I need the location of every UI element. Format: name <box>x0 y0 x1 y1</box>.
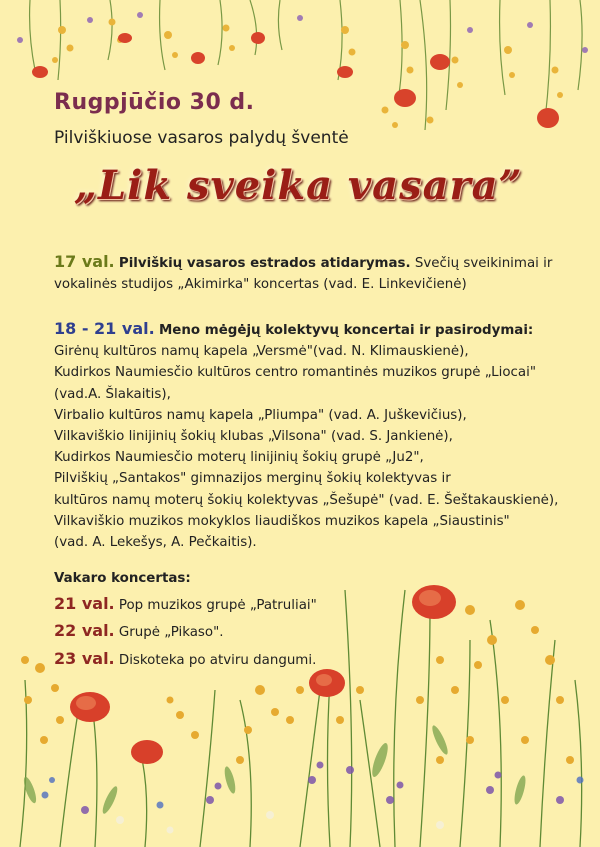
evening-text: Diskoteka po atviru dangumi. <box>114 652 317 668</box>
evening-concert <box>54 568 454 675</box>
performer-line: Kudirkos Naumiesčio moterų linijinių šokių grupė „Ju2", <box>54 450 424 466</box>
event-date: Rugpjūčio 30 d. <box>54 90 255 115</box>
festival-name: „Lik sveika vasara” <box>74 162 523 209</box>
block-17-text-2: vokalinės studijos „Akimirka" koncertas (vad. E. Linkevičienė) <box>54 277 467 293</box>
block-17-text-1: Svečių sveikinimai ir <box>410 256 553 271</box>
evening-hour: 22 val. <box>54 621 115 641</box>
event-subtitle: Pilviškiuose vasaros palydų šventė <box>54 128 349 148</box>
performer-line: Pilviškių „Santakos" gimnazijos merginų šokių kolektyvas ir <box>54 471 451 487</box>
evening-heading: Vakaro koncertas: <box>54 571 191 586</box>
evening-item <box>54 593 454 616</box>
performer-line: Vilkaviškio linijinių šokių klubas „Vilsona" (vad. S. Jankienė), <box>54 429 453 445</box>
performer-line: Kudirkos Naumiesčio kultūros centro romantinės muzikos grupė „Liocai" <box>54 365 536 381</box>
performer-line: Vilkaviškio muzikos mokyklos liaudiškos muzikos kapela „Siaustinis" <box>54 513 510 529</box>
hour-18-21: 18 - 21 val. <box>54 319 155 338</box>
performer-line: (vad. A. Lekešys, A. Pečkaitis). <box>54 535 257 551</box>
evening-item <box>54 648 454 671</box>
block-18 <box>54 318 584 553</box>
evening-text: Grupė „Pikaso". <box>114 625 224 641</box>
hour-17: 17 val. <box>54 252 115 271</box>
performer-line: Virbalio kultūros namų kapela „Pliumpa" (vad. A. Juškevičius), <box>54 407 467 423</box>
performer-line: Girėnų kultūros namų kapela „Versmė"(vad. N. Klimauskienė), <box>54 344 469 360</box>
evening-hour: 21 val. <box>54 594 115 614</box>
performer-line: kultūros namų moterų šokių kolektyvas „Šešupė" (vad. E. Šeštakauskienė), <box>54 492 559 508</box>
evening-text: Pop muzikos grupė „Patruliai" <box>114 598 317 614</box>
block-17-title: Pilviškių vasaros estrados atidarymas. <box>118 256 411 271</box>
block-18-title: Meno mėgėjų kolektyvų koncertai ir pasirodymai: <box>158 323 534 338</box>
evening-hour: 23 val. <box>54 648 115 668</box>
performer-line: (vad.A. Šlakaitis), <box>54 386 171 402</box>
block-17 <box>54 251 574 295</box>
evening-item <box>54 620 454 643</box>
